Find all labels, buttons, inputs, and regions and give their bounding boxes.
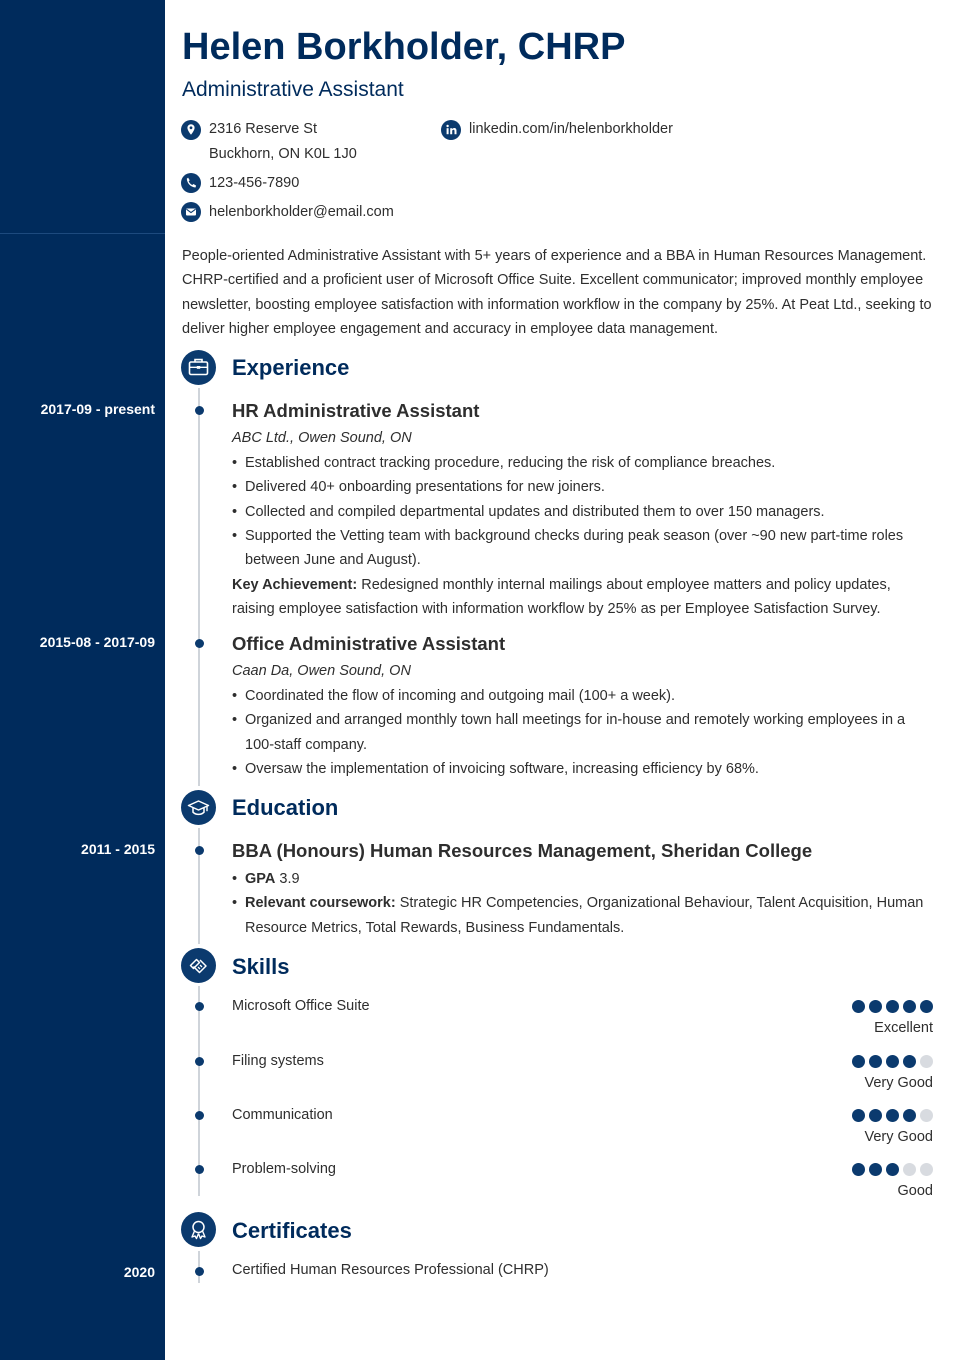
phone-icon xyxy=(181,173,201,193)
job-1-company: ABC Ltd., Owen Sound, ON xyxy=(232,430,412,446)
timeline-dot xyxy=(195,846,204,855)
briefcase-icon xyxy=(181,350,216,385)
job-2-company: Caan Da, Owen Sound, ON xyxy=(232,663,411,679)
key-achievement-label: Key Achievement: xyxy=(232,577,358,593)
list-item: • Collected and compiled departmental updates and distributed them to over 150 managers. xyxy=(232,500,932,524)
skill-level: Very Good xyxy=(864,1129,933,1145)
gpa-label: GPA xyxy=(245,871,276,887)
rating-dot-filled xyxy=(886,1109,899,1122)
address-line-2: Buckhorn, ON K0L 1J0 xyxy=(209,146,357,162)
email-address[interactable]: helenborkholder@email.com xyxy=(209,204,394,220)
skill-level: Good xyxy=(897,1183,933,1199)
job-1-title: HR Administrative Assistant xyxy=(232,400,480,421)
address-line-1: 2316 Reserve St xyxy=(209,121,318,137)
rating-dot-filled xyxy=(852,1055,865,1068)
skills-heading: Skills xyxy=(232,954,290,979)
handshake-icon xyxy=(181,948,216,983)
experience-timeline xyxy=(198,388,200,786)
gpa-value: 3.9 xyxy=(275,871,300,887)
job-title-headline: Administrative Assistant xyxy=(182,78,404,101)
list-item: • Delivered 40+ onboarding presentations for new joiners. xyxy=(232,475,932,499)
graduation-cap-icon xyxy=(181,790,216,825)
rating-dot-filled xyxy=(903,1109,916,1122)
timeline-dot xyxy=(195,1002,204,1011)
rating-dot-filled xyxy=(852,1000,865,1013)
certificate-name: Certified Human Resources Professional (CHRP) xyxy=(232,1262,549,1278)
rating-dot-empty xyxy=(920,1109,933,1122)
skill-name: Problem-solving xyxy=(232,1161,336,1177)
degree-title: BBA (Honours) Human Resources Management, Sheridan College xyxy=(232,840,813,861)
list-item: • Established contract tracking procedure, reducing the risk of compliance breaches. xyxy=(232,451,932,475)
skill-level: Very Good xyxy=(864,1075,933,1091)
rating-dot-filled xyxy=(903,1000,916,1013)
envelope-icon xyxy=(181,202,201,222)
rating-dot-empty xyxy=(903,1163,916,1176)
sidebar xyxy=(0,0,165,1360)
timeline-dot xyxy=(195,1057,204,1066)
timeline-dot xyxy=(195,1111,204,1120)
rating-dot-empty xyxy=(920,1163,933,1176)
coursework-label: Relevant coursework: xyxy=(245,895,396,912)
timeline-dot xyxy=(195,406,204,415)
skill-rating xyxy=(852,1055,933,1068)
job-2-bullets xyxy=(232,684,932,781)
timeline-dot xyxy=(195,1165,204,1174)
rating-dot-filled xyxy=(886,1000,899,1013)
certificate-date: 2020 xyxy=(123,1264,155,1280)
list-item: • Coordinated the flow of incoming and outgoing mail (100+ a week). xyxy=(232,684,932,708)
rating-dot-filled xyxy=(869,1109,882,1122)
education-heading: Education xyxy=(232,795,339,820)
location-pin-icon xyxy=(181,120,201,140)
education-bullets xyxy=(232,867,932,940)
candidate-name: Helen Borkholder, CHRP xyxy=(182,26,626,68)
timeline-dot xyxy=(195,1267,204,1276)
rating-dot-filled xyxy=(920,1000,933,1013)
list-item xyxy=(232,867,932,891)
job-1-bullets xyxy=(232,451,932,572)
experience-heading: Experience xyxy=(232,355,350,380)
certificates-heading: Certificates xyxy=(232,1218,352,1243)
experience-date-2: 2015-08 - 2017-09 xyxy=(39,634,155,650)
phone-number[interactable]: 123-456-7890 xyxy=(209,175,300,191)
rating-dot-filled xyxy=(886,1055,899,1068)
linkedin-icon xyxy=(441,120,461,140)
list-item: • Organized and arranged monthly town hall meetings for in-house and remotely working employees in a 100-staff company. xyxy=(232,708,932,757)
list-item: • Supported the Vetting team with background checks during peak season (over ~90 new part-time roles between June and August). xyxy=(232,524,932,573)
sidebar-divider xyxy=(0,233,165,234)
rating-dot-empty xyxy=(920,1055,933,1068)
rating-dot-filled xyxy=(869,1000,882,1013)
skill-name: Filing systems xyxy=(232,1053,324,1069)
key-achievement-text: Redesigned monthly internal mailings about employee matters and policy updates, raising employee satisfaction with information workflow by 25% as per Employee Satisfaction Survey. xyxy=(232,577,891,618)
skill-name: Communication xyxy=(232,1107,333,1123)
rating-dot-filled xyxy=(852,1163,865,1176)
skill-rating xyxy=(852,1000,933,1013)
job-2-title: Office Administrative Assistant xyxy=(232,633,506,654)
award-ribbon-icon xyxy=(181,1212,216,1247)
profile-summary: People-oriented Administrative Assistant with 5+ years of experience and a BBA in Human Resources Management. CHRP-certified and a proficient user of Microsoft Office Suite. Excellent communicator; improved monthly employee newsletter, boosting employee satisfaction with information workflow in the company by 25%. At Peat Ltd., seeking to deliver higher employee engagement and accuracy in employee data management. xyxy=(182,248,932,337)
experience-date-1: 2017-09 - present xyxy=(40,401,155,417)
rating-dot-filled xyxy=(903,1055,916,1068)
rating-dot-filled xyxy=(886,1163,899,1176)
job-1-key-achievement xyxy=(232,573,932,622)
education-date: 2011 - 2015 xyxy=(81,841,155,857)
rating-dot-filled xyxy=(869,1163,882,1176)
list-item xyxy=(232,891,932,940)
rating-dot-filled xyxy=(852,1109,865,1122)
list-item: • Oversaw the implementation of invoicing software, increasing efficiency by 68%. xyxy=(232,757,932,781)
timeline-dot xyxy=(195,639,204,648)
skill-name: Microsoft Office Suite xyxy=(232,998,370,1014)
linkedin-link[interactable]: linkedin.com/in/helenborkholder xyxy=(469,121,673,137)
rating-dot-filled xyxy=(869,1055,882,1068)
skill-rating xyxy=(852,1163,933,1176)
skill-level: Excellent xyxy=(874,1020,933,1036)
coursework-text: Strategic HR Competencies, Organizational Behaviour, Talent Acquisition, Human Resource Metrics, Total Rewards, Business Fundamentals. xyxy=(245,895,924,936)
skill-rating xyxy=(852,1109,933,1122)
